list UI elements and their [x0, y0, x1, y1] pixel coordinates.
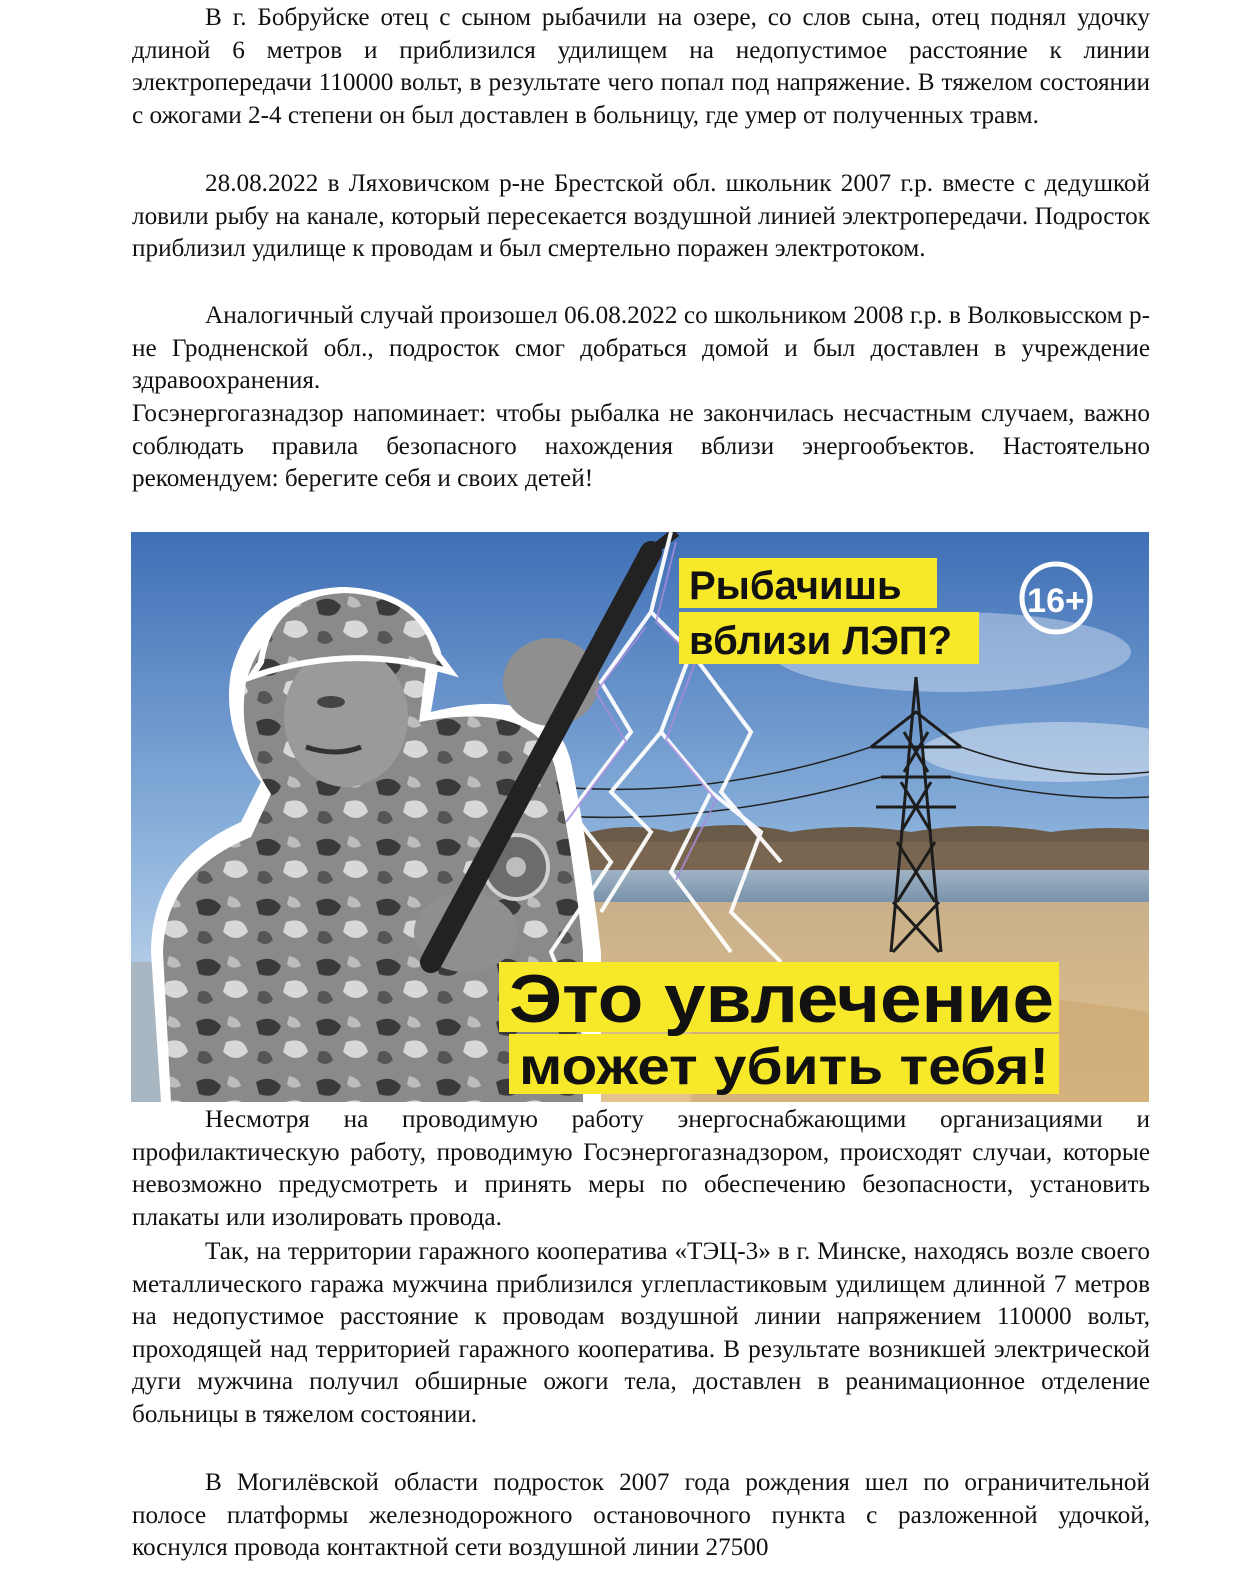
paragraph-volkovysk: Аналогичный случай произошел 06.08.2022 со школьником 2008 г.р. в Волковысском р-не Гродненской обл., подросток смог добраться домой и был доставлен в учреждение здравоохранения.	[132, 302, 1150, 395]
paragraph-minsk-garage: Так, на территории гаражного кооператива «ТЭЦ-3» в г. Минске, находясь возле своего металлического гаража мужчина приблизился углепластиковым удилищем длинной 7 метров на недопустимое расстояние к проводам воздушной линии напряжением 110000 вольт, проходящей над территорией гаражного кооператива. В результате возникшей электрической дуги мужчина получил обширные ожоги тела, доставлен в реанимационное отделение больницы в тяжелом состоянии.	[132, 1238, 1150, 1428]
paragraph-mogilev: В Могилёвской области подросток 2007 года рождения шел по ограничительной полосе платформы железнодорожного остановочного пункта с разложенной удочкой, коснулся провода контактной сети воздушной линии 27500	[132, 1469, 1150, 1562]
paragraph-reminder: Госэнергогазнадзор напоминает: чтобы рыбалка не закончилась несчастным случаем, важно соблюдать правила безопасного нахождения вблизи энергообъектов. Настоятельно рекомендуем: берегите себя и своих детей!	[132, 400, 1150, 493]
poster-headline-line1: Рыбачишь	[689, 564, 902, 608]
poster-slogan-line2: может убить тебя!	[519, 1038, 1049, 1096]
poster-headline-line2: вблизи ЛЭП?	[689, 619, 953, 663]
poster-slogan-line1: Это увлечение	[509, 961, 1054, 1037]
paragraph-prevention-work: Несмотря на проводимую работу энергоснабжающими организациями и профилактическую работу, проводимую Госэнергогазнадзором, происходят случаи, которые невозможно предусмотреть и принять меры по обеспечению безопасности, установить плакаты или изолировать провода.	[132, 1106, 1150, 1231]
safety-poster-image	[131, 532, 1149, 1102]
paragraph-bobruisk: В г. Бобруйске отец с сыном рыбачили на озере, со слов сына, отец поднял удочку длиной 6 метров и приблизился удилищем на недопустимое расстояние к линии электропередачи 110000 вольт, в результате чего попал под напряжение. В тяжелом состоянии с ожогами 2-4 степени он был доставлен в больницу, где умер от полученных травм.	[132, 4, 1150, 129]
age-rating-text: 16+	[1027, 582, 1085, 620]
paragraph-lyakhovichi: 28.08.2022 в Ляховичском р-не Брестской обл. школьник 2007 г.р. вместе с дедушкой ловили рыбу на канале, который пересекается воздушной линией электропередачи. Подросток приблизил удилище к проводам и был смертельно поражен электротоком.	[132, 170, 1150, 263]
